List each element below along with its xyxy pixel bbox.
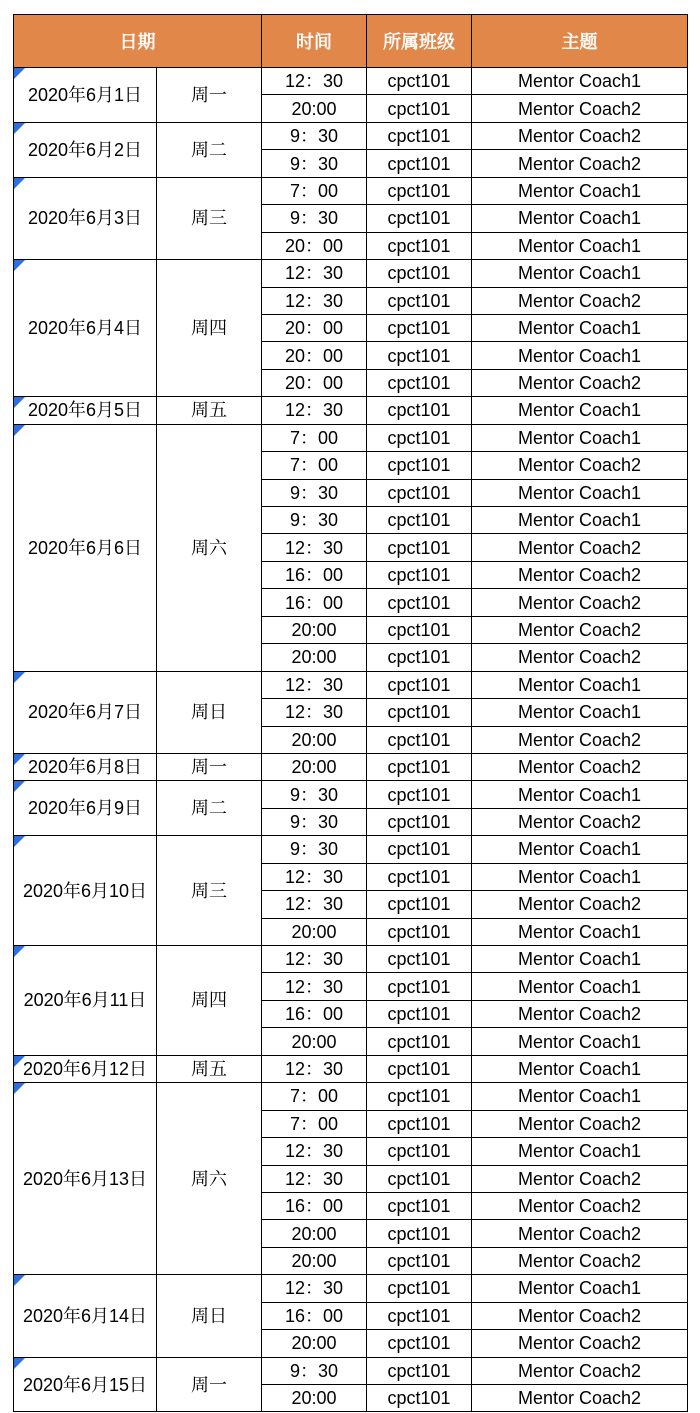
time-cell[interactable]: 12：30 — [262, 287, 367, 314]
date-text: 2020年6月1日 — [27, 84, 143, 105]
time-cell[interactable]: 16：00 — [262, 589, 367, 616]
date-cell[interactable] — [14, 671, 157, 753]
time-cell[interactable]: 12：30 — [262, 973, 367, 1000]
date-text: 2020年6月11日 — [23, 990, 147, 1011]
class-cell[interactable]: cpct101 — [367, 781, 472, 808]
time-cell[interactable]: 9：30 — [262, 781, 367, 808]
comment-indicator-icon — [14, 672, 25, 683]
class-cell[interactable]: cpct101 — [367, 507, 472, 534]
time-cell[interactable]: 12：30 — [262, 946, 367, 973]
weekday-cell[interactable]: 周三 — [157, 177, 262, 259]
topic-cell[interactable]: Mentor Coach2 — [472, 534, 688, 561]
topic-cell[interactable]: Mentor Coach2 — [472, 369, 688, 396]
weekday-cell[interactable]: 周四 — [157, 946, 262, 1056]
table-row — [14, 781, 688, 808]
topic-cell[interactable]: Mentor Coach1 — [472, 863, 688, 890]
class-cell[interactable]: cpct101 — [367, 150, 472, 177]
comment-indicator-icon — [14, 781, 25, 792]
table-row — [14, 1357, 688, 1384]
comment-indicator-icon — [14, 1275, 25, 1286]
topic-cell[interactable]: Mentor Coach2 — [472, 122, 688, 149]
topic-cell[interactable]: Mentor Coach1 — [472, 424, 688, 451]
topic-cell[interactable]: Mentor Coach2 — [472, 891, 688, 918]
date-text: 2020年6月2日 — [27, 139, 143, 160]
class-cell[interactable]: cpct101 — [367, 561, 472, 588]
time-cell[interactable]: 12：30 — [262, 1275, 367, 1302]
topic-cell[interactable]: Mentor Coach2 — [472, 452, 688, 479]
class-cell[interactable]: cpct101 — [367, 1000, 472, 1027]
table-row — [14, 177, 688, 204]
class-cell[interactable]: cpct101 — [367, 1028, 472, 1055]
weekday-cell[interactable]: 周一 — [157, 68, 262, 123]
topic-cell[interactable]: Mentor Coach1 — [472, 232, 688, 259]
class-cell[interactable]: cpct101 — [367, 1330, 472, 1357]
topic-cell[interactable]: Mentor Coach1 — [472, 397, 688, 424]
date-text: 2020年6月10日 — [22, 880, 148, 901]
topic-cell[interactable]: Mentor Coach1 — [472, 1083, 688, 1110]
class-cell[interactable]: cpct101 — [367, 699, 472, 726]
time-cell[interactable]: 20：00 — [262, 342, 367, 369]
class-cell[interactable]: cpct101 — [367, 891, 472, 918]
weekday-cell[interactable]: 周一 — [157, 753, 262, 780]
time-cell[interactable]: 7：00 — [262, 452, 367, 479]
class-cell[interactable]: cpct101 — [367, 1275, 472, 1302]
time-cell[interactable]: 12：30 — [262, 863, 367, 890]
weekday-cell[interactable]: 周六 — [157, 1083, 262, 1275]
table-row — [14, 397, 688, 424]
time-cell[interactable]: 20：00 — [262, 369, 367, 396]
time-cell[interactable]: 9：30 — [262, 808, 367, 835]
table-row — [14, 122, 688, 149]
date-cell[interactable] — [14, 424, 157, 671]
class-cell[interactable]: cpct101 — [367, 753, 472, 780]
time-cell[interactable]: 12：30 — [262, 397, 367, 424]
time-cell[interactable]: 7：00 — [262, 424, 367, 451]
schedule-table — [13, 14, 688, 1412]
weekday-cell[interactable]: 周日 — [157, 671, 262, 753]
class-cell[interactable]: cpct101 — [367, 68, 472, 95]
date-cell[interactable] — [14, 68, 157, 123]
comment-indicator-icon — [14, 754, 25, 765]
date-cell[interactable] — [14, 397, 157, 424]
date-text: 2020年6月6日 — [27, 537, 143, 558]
topic-cell[interactable]: Mentor Coach1 — [472, 699, 688, 726]
class-cell[interactable]: cpct101 — [367, 644, 472, 671]
weekday-cell[interactable]: 周二 — [157, 781, 262, 836]
class-cell[interactable]: cpct101 — [367, 1302, 472, 1329]
table-row — [14, 260, 688, 287]
class-cell[interactable]: cpct101 — [367, 808, 472, 835]
date-text: 2020年6月9日 — [27, 798, 143, 819]
time-cell[interactable]: 12：30 — [262, 699, 367, 726]
class-cell[interactable]: cpct101 — [367, 671, 472, 698]
class-cell[interactable]: cpct101 — [367, 589, 472, 616]
time-cell[interactable]: 20：00 — [262, 314, 367, 341]
time-cell[interactable]: 20:00 — [262, 918, 367, 945]
table-row — [14, 68, 688, 95]
comment-indicator-icon — [14, 946, 25, 957]
topic-cell[interactable]: Mentor Coach2 — [472, 561, 688, 588]
table-row — [14, 946, 688, 973]
weekday-cell[interactable]: 周二 — [157, 122, 262, 177]
class-cell[interactable]: cpct101 — [367, 314, 472, 341]
time-cell[interactable]: 16：00 — [262, 1000, 367, 1027]
class-cell[interactable]: cpct101 — [367, 177, 472, 204]
date-cell[interactable] — [14, 781, 157, 836]
class-cell[interactable]: cpct101 — [367, 1083, 472, 1110]
date-text: 2020年6月5日 — [27, 400, 143, 421]
table-row — [14, 1275, 688, 1302]
time-cell[interactable]: 20:00 — [262, 95, 367, 122]
schedule-body — [14, 68, 688, 1412]
topic-cell[interactable]: Mentor Coach1 — [472, 836, 688, 863]
topic-cell[interactable]: Mentor Coach1 — [472, 1055, 688, 1082]
time-cell[interactable]: 16：00 — [262, 1192, 367, 1219]
weekday-cell[interactable]: 周五 — [157, 1055, 262, 1082]
topic-cell[interactable]: Mentor Coach1 — [472, 918, 688, 945]
class-cell[interactable]: cpct101 — [367, 1110, 472, 1137]
table-row — [14, 836, 688, 863]
time-cell[interactable]: 12：30 — [262, 1138, 367, 1165]
topic-cell[interactable]: Mentor Coach2 — [472, 753, 688, 780]
time-cell[interactable]: 20:00 — [262, 1330, 367, 1357]
topic-cell[interactable]: Mentor Coach1 — [472, 205, 688, 232]
header-time: 时间 — [262, 15, 367, 68]
topic-cell[interactable]: Mentor Coach2 — [472, 150, 688, 177]
class-cell[interactable]: cpct101 — [367, 1247, 472, 1274]
time-cell[interactable]: 16：00 — [262, 561, 367, 588]
table-row — [14, 1083, 688, 1110]
date-cell[interactable] — [14, 122, 157, 177]
header-class: 所属班级 — [367, 15, 472, 68]
topic-cell[interactable]: Mentor Coach2 — [472, 287, 688, 314]
table-row — [14, 1055, 688, 1082]
topic-cell[interactable]: Mentor Coach2 — [472, 1330, 688, 1357]
time-cell[interactable]: 12：30 — [262, 1055, 367, 1082]
topic-cell[interactable]: Mentor Coach2 — [472, 95, 688, 122]
time-cell[interactable]: 9：30 — [262, 479, 367, 506]
class-cell[interactable]: cpct101 — [367, 424, 472, 451]
time-cell[interactable]: 9：30 — [262, 836, 367, 863]
topic-cell[interactable]: Mentor Coach1 — [472, 973, 688, 1000]
time-cell[interactable]: 9：30 — [262, 1357, 367, 1384]
class-cell[interactable]: cpct101 — [367, 232, 472, 259]
time-cell[interactable]: 9：30 — [262, 205, 367, 232]
topic-cell[interactable]: Mentor Coach2 — [472, 1302, 688, 1329]
topic-cell[interactable]: Mentor Coach1 — [472, 314, 688, 341]
class-cell[interactable]: cpct101 — [367, 205, 472, 232]
date-text: 2020年6月3日 — [27, 208, 143, 229]
topic-cell[interactable]: Mentor Coach1 — [472, 342, 688, 369]
date-cell[interactable] — [14, 177, 157, 259]
class-cell[interactable]: cpct101 — [367, 1357, 472, 1384]
topic-cell[interactable]: Mentor Coach2 — [472, 616, 688, 643]
topic-cell[interactable]: Mentor Coach2 — [472, 726, 688, 753]
time-cell[interactable]: 9：30 — [262, 150, 367, 177]
comment-indicator-icon — [14, 260, 25, 271]
topic-cell[interactable]: Mentor Coach2 — [472, 644, 688, 671]
date-text: 2020年6月14日 — [22, 1305, 148, 1326]
class-cell[interactable]: cpct101 — [367, 260, 472, 287]
topic-cell[interactable]: Mentor Coach2 — [472, 1247, 688, 1274]
time-cell[interactable]: 12：30 — [262, 260, 367, 287]
topic-cell[interactable]: Mentor Coach2 — [472, 1000, 688, 1027]
class-cell[interactable]: cpct101 — [367, 726, 472, 753]
time-cell[interactable]: 7：00 — [262, 1083, 367, 1110]
weekday-cell[interactable]: 周日 — [157, 1275, 262, 1357]
date-text: 2020年6月13日 — [22, 1168, 148, 1189]
weekday-cell[interactable]: 周六 — [157, 424, 262, 671]
class-cell[interactable]: cpct101 — [367, 369, 472, 396]
date-cell[interactable] — [14, 260, 157, 397]
time-cell[interactable]: 7：00 — [262, 177, 367, 204]
date-text: 2020年6月4日 — [27, 318, 143, 339]
class-cell[interactable]: cpct101 — [367, 973, 472, 1000]
class-cell[interactable]: cpct101 — [367, 342, 472, 369]
class-cell[interactable]: cpct101 — [367, 1055, 472, 1082]
date-cell[interactable] — [14, 753, 157, 780]
class-cell[interactable]: cpct101 — [367, 1165, 472, 1192]
class-cell[interactable]: cpct101 — [367, 1385, 472, 1412]
time-cell[interactable]: 20:00 — [262, 726, 367, 753]
date-text: 2020年6月12日 — [22, 1058, 148, 1079]
time-cell[interactable]: 20:00 — [262, 1247, 367, 1274]
comment-indicator-icon — [14, 1083, 25, 1094]
class-cell[interactable]: cpct101 — [367, 836, 472, 863]
topic-cell[interactable]: Mentor Coach1 — [472, 507, 688, 534]
date-cell[interactable] — [14, 1275, 157, 1357]
class-cell[interactable]: cpct101 — [367, 616, 472, 643]
time-cell[interactable]: 20:00 — [262, 616, 367, 643]
date-text: 2020年6月7日 — [27, 702, 143, 723]
header-topic: 主题 — [472, 15, 688, 68]
time-cell[interactable]: 12：30 — [262, 68, 367, 95]
class-cell[interactable]: cpct101 — [367, 287, 472, 314]
table-header-row — [14, 15, 688, 68]
topic-cell[interactable]: Mentor Coach2 — [472, 1357, 688, 1384]
time-cell[interactable]: 12：30 — [262, 891, 367, 918]
topic-cell[interactable]: Mentor Coach2 — [472, 1165, 688, 1192]
table-row — [14, 671, 688, 698]
topic-cell[interactable]: Mentor Coach1 — [472, 1028, 688, 1055]
class-cell[interactable]: cpct101 — [367, 534, 472, 561]
date-text: 2020年6月8日 — [27, 757, 143, 778]
class-cell[interactable]: cpct101 — [367, 1220, 472, 1247]
date-cell[interactable] — [14, 946, 157, 1056]
topic-cell[interactable]: Mentor Coach1 — [472, 260, 688, 287]
time-cell[interactable]: 20:00 — [262, 1220, 367, 1247]
class-cell[interactable]: cpct101 — [367, 479, 472, 506]
table-row — [14, 424, 688, 451]
table-row — [14, 753, 688, 780]
comment-indicator-icon — [14, 1358, 25, 1369]
topic-cell[interactable]: Mentor Coach2 — [472, 808, 688, 835]
time-cell[interactable]: 20:00 — [262, 1028, 367, 1055]
time-cell[interactable]: 12：30 — [262, 1165, 367, 1192]
time-cell[interactable]: 20:00 — [262, 753, 367, 780]
time-cell[interactable]: 12：30 — [262, 671, 367, 698]
topic-cell[interactable]: Mentor Coach2 — [472, 1192, 688, 1219]
comment-indicator-icon — [14, 836, 25, 847]
date-cell[interactable] — [14, 1357, 157, 1412]
topic-cell[interactable]: Mentor Coach1 — [472, 671, 688, 698]
class-cell[interactable]: cpct101 — [367, 122, 472, 149]
topic-cell[interactable]: Mentor Coach1 — [472, 781, 688, 808]
weekday-cell[interactable]: 周四 — [157, 260, 262, 397]
topic-cell[interactable]: Mentor Coach2 — [472, 1220, 688, 1247]
topic-cell[interactable]: Mentor Coach2 — [472, 1385, 688, 1412]
topic-cell[interactable]: Mentor Coach2 — [472, 1110, 688, 1137]
topic-cell[interactable]: Mentor Coach1 — [472, 479, 688, 506]
weekday-cell[interactable]: 周三 — [157, 836, 262, 946]
time-cell[interactable]: 20：00 — [262, 232, 367, 259]
date-cell[interactable] — [14, 1055, 157, 1082]
time-cell[interactable]: 20:00 — [262, 644, 367, 671]
comment-indicator-icon — [14, 425, 25, 436]
class-cell[interactable]: cpct101 — [367, 918, 472, 945]
class-cell[interactable]: cpct101 — [367, 95, 472, 122]
time-cell[interactable]: 9：30 — [262, 507, 367, 534]
weekday-cell[interactable]: 周五 — [157, 397, 262, 424]
comment-indicator-icon — [14, 397, 25, 408]
topic-cell[interactable]: Mentor Coach1 — [472, 1275, 688, 1302]
time-cell[interactable]: 12：30 — [262, 534, 367, 561]
topic-cell[interactable]: Mentor Coach1 — [472, 68, 688, 95]
class-cell[interactable]: cpct101 — [367, 397, 472, 424]
date-text: 2020年6月15日 — [22, 1374, 148, 1395]
time-cell[interactable]: 7：00 — [262, 1110, 367, 1137]
topic-cell[interactable]: Mentor Coach1 — [472, 946, 688, 973]
time-cell[interactable]: 16：00 — [262, 1302, 367, 1329]
comment-indicator-icon — [14, 178, 25, 189]
date-cell[interactable] — [14, 836, 157, 946]
class-cell[interactable]: cpct101 — [367, 946, 472, 973]
topic-cell[interactable]: Mentor Coach2 — [472, 589, 688, 616]
class-cell[interactable]: cpct101 — [367, 1138, 472, 1165]
comment-indicator-icon — [14, 1056, 25, 1067]
class-cell[interactable]: cpct101 — [367, 452, 472, 479]
class-cell[interactable]: cpct101 — [367, 863, 472, 890]
comment-indicator-icon — [14, 68, 25, 79]
topic-cell[interactable]: Mentor Coach1 — [472, 1138, 688, 1165]
topic-cell[interactable]: Mentor Coach1 — [472, 177, 688, 204]
header-date: 日期 — [14, 15, 262, 68]
time-cell[interactable]: 20:00 — [262, 1385, 367, 1412]
time-cell[interactable]: 9：30 — [262, 122, 367, 149]
weekday-cell[interactable]: 周一 — [157, 1357, 262, 1412]
comment-indicator-icon — [14, 123, 25, 134]
class-cell[interactable]: cpct101 — [367, 1192, 472, 1219]
date-cell[interactable] — [14, 1083, 157, 1275]
